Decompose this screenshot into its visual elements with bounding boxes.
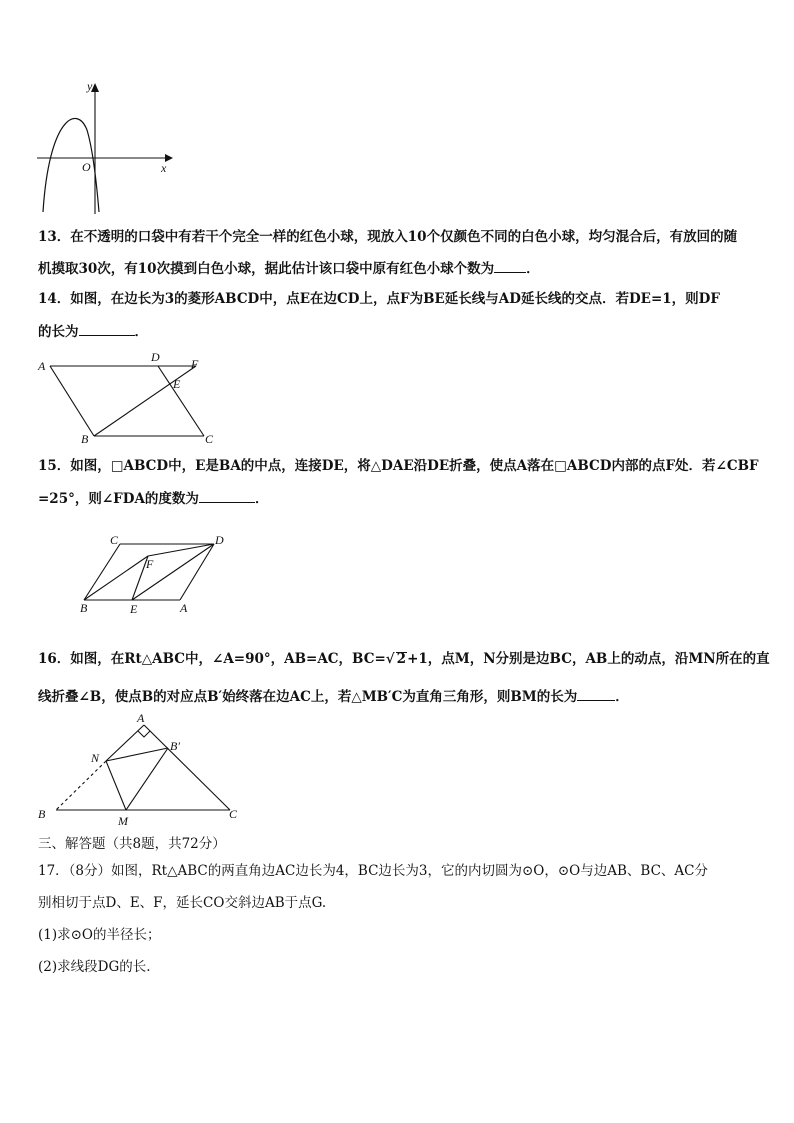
- q14-label-D: D: [151, 350, 160, 364]
- q15-line2-text: =25°，则∠FDA的度数为: [38, 491, 199, 507]
- q16-line1: [38, 651, 770, 667]
- q15-label-D: D: [215, 533, 224, 547]
- parabola-graph: [35, 78, 175, 216]
- q15-segment-CB: [84, 544, 120, 600]
- q15-parallelogram-figure: [76, 532, 236, 618]
- q16-end: ．: [615, 689, 629, 705]
- q16-line2: [38, 688, 629, 705]
- q16-segment-NB-dashed: [56, 761, 106, 810]
- q16-sqrt-radicand: 2: [396, 651, 407, 667]
- q14-line2: [38, 323, 148, 340]
- q15-segment-BF: [84, 556, 148, 600]
- q16-label-Bp: B′: [170, 739, 180, 753]
- sqrt-sign: √: [385, 651, 395, 667]
- q14-line1: 14．如图，在边长为3的菱形ABCD中，点E在边CD上，点F为BE延长线与AD延长线的交点．若DE=1，则DF: [38, 291, 720, 307]
- q16-line1-text-b: +1，点M，N分别是边BC，AB上的动点，沿MN所在的直: [407, 651, 770, 667]
- q16-segment-NM: [106, 761, 126, 810]
- y-axis-label: y: [87, 79, 93, 93]
- q16-answer-blank: [577, 688, 615, 701]
- q15-label-C: C: [110, 533, 119, 547]
- q14-rhombus-figure: [34, 348, 224, 444]
- q16-label-N: N: [91, 751, 100, 765]
- q15-label-B: B: [80, 601, 88, 615]
- q15-end: ．: [254, 491, 269, 507]
- section-heading: 三、解答题（共8题，共72分）: [38, 836, 226, 852]
- q16-label-B: B: [38, 807, 46, 821]
- q14-label-A: A: [38, 359, 46, 373]
- q16-right-angle-mark: [138, 731, 150, 737]
- q15-line2: [38, 490, 268, 507]
- q16-label-M: M: [118, 814, 128, 828]
- q13-end: ．: [526, 261, 540, 277]
- q16-line1-text-a: 16．如图，在Rt△ABC中，∠A=90°，AB=AC，BC=: [38, 651, 386, 667]
- q14-label-E: E: [173, 377, 181, 391]
- q13-line1: 13．在不透明的口袋中有若干个完全一样的红色小球，现放入10个仅颜色不同的白色小球，均匀混合后，有放回的随: [38, 229, 738, 245]
- origin-label: O: [82, 160, 91, 174]
- q14-label-B: B: [81, 432, 89, 444]
- q16-label-A: A: [137, 711, 145, 725]
- q13-line2-text: 机摸取30次，有10次摸到白色小球，据此估计该口袋中原有红色小球个数为: [38, 261, 495, 277]
- q15-segment-DA: [180, 544, 214, 600]
- q15-line1: 15．如图，□ABCD中，E是BA的中点，连接DE，将△DAE沿DE折叠，使点A落在□ABCD内部的点F处．若∠CBF: [38, 458, 759, 474]
- q14-end: ．: [134, 324, 148, 340]
- q16-segment-AN: [106, 725, 144, 761]
- q13-answer-blank: [494, 260, 526, 273]
- q17-line2: 别相切于点D、E、F，延长CO交斜边AB于点G.: [38, 895, 327, 911]
- q15-label-F: F: [146, 557, 154, 571]
- q15-segment-DF: [148, 544, 214, 556]
- q16-line2-text: 线折叠∠B，使点B的对应点B′始终落在边AC上，若△MB′C为直角三角形，则BM的长为: [38, 689, 578, 705]
- q14-answer-blank: [79, 323, 135, 336]
- q14-line2-text: 的长为: [38, 324, 79, 340]
- q17-part2: (2)求线段DG的长.: [38, 959, 151, 975]
- q15-label-A: A: [180, 601, 188, 615]
- q17-part1: (1)求⊙O的半径长；: [38, 927, 161, 943]
- q16-segment-MBp: [126, 748, 168, 810]
- x-axis-label: x: [161, 161, 167, 175]
- q14-label-F: F: [191, 357, 199, 371]
- q14-label-C: C: [205, 432, 214, 444]
- q15-answer-blank: [199, 490, 255, 503]
- q13-line2: [38, 260, 540, 277]
- q15-segment-DE: [132, 544, 214, 600]
- q16-segment-NBp: [106, 748, 168, 761]
- q15-label-E: E: [130, 602, 138, 616]
- q16-label-C: C: [229, 807, 238, 821]
- q17-line1: 17．（8分）如图，Rt△ABC的两直角边AC边长为4，BC边长为3，它的内切圆为⊙O，⊙O与边AB、BC、AC分: [38, 863, 709, 879]
- q14-segment-AB: [50, 366, 94, 436]
- q16-triangle-figure: [34, 710, 246, 832]
- q16-segment-AC: [144, 725, 230, 810]
